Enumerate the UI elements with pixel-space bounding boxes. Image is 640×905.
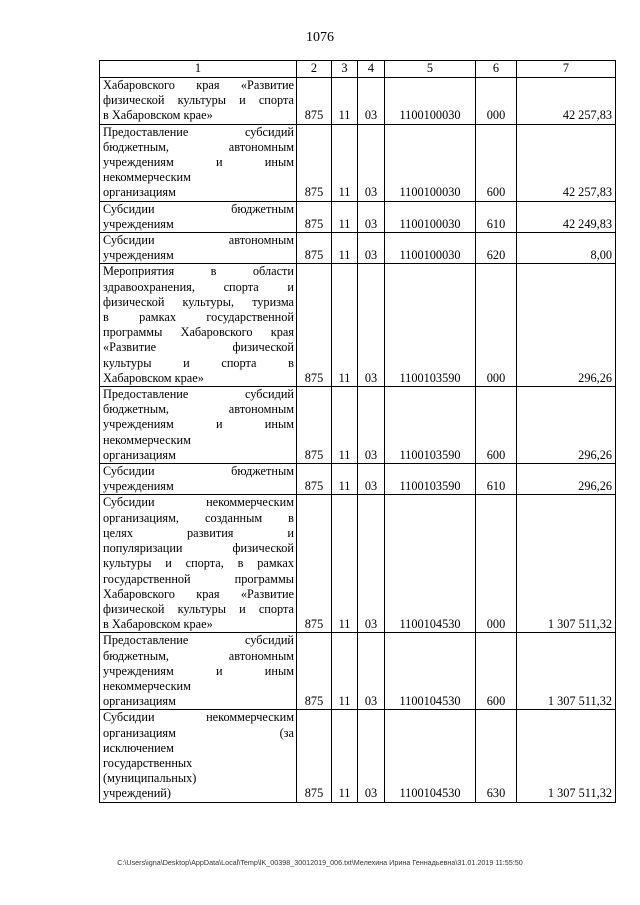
table-row (100, 201, 616, 232)
table-row (100, 495, 616, 633)
expense-type-cell: 610 (476, 464, 517, 495)
subsection-code-cell: 03 (358, 124, 385, 201)
expense-type-cell: 600 (476, 633, 517, 710)
target-article-cell: 1100100030 (385, 78, 476, 125)
row-name-line: учреждениям и иным (103, 155, 294, 170)
row-name-line: Хабаровского края «Развитие (103, 78, 294, 92)
header-col-1: 1 (100, 61, 297, 78)
expense-type-cell: 000 (476, 495, 517, 633)
row-name-line: здравоохранения, спорта и (103, 279, 294, 294)
amount-cell: 296,26 (517, 464, 616, 495)
row-name-line: некоммерческим (103, 170, 191, 185)
header-col-6: 6 (476, 61, 517, 78)
amount-cell: 296,26 (517, 387, 616, 464)
row-name-line: Хабаровского края «Развитие (103, 586, 294, 601)
row-name-line: физической культуры, туризма (103, 294, 294, 309)
amount-cell: 1 307 511,32 (517, 633, 616, 710)
expense-type-cell: 620 (476, 233, 517, 264)
row-name-line: учреждений) (103, 786, 171, 801)
subsection-code-cell: 03 (358, 495, 385, 633)
row-name-line: учреждениям (103, 248, 174, 263)
section-code-cell: 11 (332, 233, 358, 264)
ministry-code-cell: 875 (297, 633, 332, 710)
row-name-line: программы Хабаровского края (103, 325, 294, 340)
row-name-line: Субсидии бюджетным (103, 464, 294, 479)
target-article-cell: 1100104530 (385, 710, 476, 802)
section-code-cell: 11 (332, 710, 358, 802)
expense-type-cell: 000 (476, 78, 517, 125)
row-name-line: исключением (103, 740, 174, 755)
row-name-line: учреждениям (103, 479, 174, 494)
amount-cell: 42 249,83 (517, 201, 616, 232)
row-name-line: Субсидии некоммерческим (103, 495, 294, 510)
subsection-code-cell: 03 (358, 387, 385, 464)
row-name-cell (100, 633, 297, 710)
table-row (100, 264, 616, 387)
target-article-cell: 1100100030 (385, 201, 476, 232)
section-code-cell: 11 (332, 387, 358, 464)
table-row (100, 233, 616, 264)
row-name-line: «Развитие физической (103, 340, 294, 355)
row-name-line: бюджетным, автономным (103, 402, 294, 417)
row-name-line: в Хабаровском крае» (103, 617, 213, 632)
ministry-code-cell: 875 (297, 464, 332, 495)
section-code-cell: 11 (332, 264, 358, 387)
header-col-3: 3 (332, 61, 358, 78)
row-name-line: некоммерческим (103, 678, 191, 693)
subsection-code-cell: 03 (358, 233, 385, 264)
row-name-cell (100, 78, 297, 125)
target-article-cell: 1100104530 (385, 633, 476, 710)
table-row (100, 464, 616, 495)
subsection-code-cell: 03 (358, 201, 385, 232)
ministry-code-cell: 875 (297, 201, 332, 232)
row-name-line: бюджетным, автономным (103, 648, 294, 663)
row-name-line: организациям, созданным в (103, 510, 294, 525)
footer-file-path: C:\Users\igna\Desktop\AppData\Local\Temp\lK_00398_30012019_006.txt\Мелехина Ирина Геннадьевна\31.01.2019 11:55:50 (117, 858, 523, 867)
row-name-line: популяризации физической (103, 541, 294, 556)
row-name-line: целях развития и (103, 525, 294, 540)
row-name-cell (100, 495, 297, 633)
expense-type-cell: 610 (476, 201, 517, 232)
row-name-line: Хабаровском крае» (103, 370, 204, 385)
amount-cell: 42 257,83 (517, 124, 616, 201)
row-name-cell (100, 710, 297, 802)
target-article-cell: 1100104530 (385, 495, 476, 633)
row-name-line: культуры и спорта в (103, 355, 294, 370)
target-article-cell: 1100100030 (385, 233, 476, 264)
row-name-cell (100, 464, 297, 495)
header-col-7: 7 (517, 61, 616, 78)
row-name-line: культуры и спорта, в рамках (103, 556, 294, 571)
row-name-line: (муниципальных) (103, 771, 197, 786)
amount-cell: 42 257,83 (517, 78, 616, 125)
table-row (100, 710, 616, 802)
row-name-line: Субсидии бюджетным (103, 201, 294, 216)
section-code-cell: 11 (332, 633, 358, 710)
section-code-cell: 11 (332, 464, 358, 495)
header-col-2: 2 (297, 61, 332, 78)
row-name-cell (100, 233, 297, 264)
row-name-line: Субсидии некоммерческим (103, 710, 294, 725)
subsection-code-cell: 03 (358, 78, 385, 125)
header-col-4: 4 (358, 61, 385, 78)
amount-cell: 1 307 511,32 (517, 710, 616, 802)
row-name-line: организациям (103, 185, 176, 200)
amount-cell: 1 307 511,32 (517, 495, 616, 633)
row-name-line: государственной программы (103, 571, 294, 586)
header-col-5: 5 (385, 61, 476, 78)
section-code-cell: 11 (332, 495, 358, 633)
table-row (100, 387, 616, 464)
expense-type-cell: 630 (476, 710, 517, 802)
header-row (100, 61, 616, 78)
budget-table (99, 60, 616, 803)
table-row (100, 633, 616, 710)
amount-cell: 296,26 (517, 264, 616, 387)
ministry-code-cell: 875 (297, 233, 332, 264)
row-name-cell (100, 264, 297, 387)
page-number: 1076 (306, 30, 334, 45)
section-code-cell: 11 (332, 201, 358, 232)
amount-cell: 8,00 (517, 233, 616, 264)
row-name-cell (100, 201, 297, 232)
ministry-code-cell: 875 (297, 78, 332, 125)
row-name-line: организациям (за (103, 725, 294, 740)
ministry-code-cell: 875 (297, 495, 332, 633)
row-name-line: государственных (103, 755, 193, 770)
target-article-cell: 1100103590 (385, 464, 476, 495)
row-name-line: Предоставление субсидий (103, 387, 294, 402)
row-name-line: организациям (103, 694, 176, 709)
ministry-code-cell: 875 (297, 124, 332, 201)
row-name-line: в Хабаровском крае» (103, 108, 213, 123)
target-article-cell: 1100100030 (385, 124, 476, 201)
row-name-line: Мероприятия в области (103, 264, 294, 279)
row-name-line: учреждениям и иным (103, 417, 294, 432)
row-name-line: учреждениям (103, 216, 174, 231)
row-name-line: в рамках государственной (103, 310, 294, 325)
row-name-line: Предоставление субсидий (103, 633, 294, 648)
ministry-code-cell: 875 (297, 710, 332, 802)
table-row (100, 124, 616, 201)
row-name-line: некоммерческим (103, 432, 191, 447)
row-name-line: бюджетным, автономным (103, 139, 294, 154)
row-name-cell (100, 387, 297, 464)
row-name-line: физической культуры и спорта (103, 601, 294, 616)
ministry-code-cell: 875 (297, 264, 332, 387)
row-name-line: организациям (103, 447, 176, 462)
expense-type-cell: 600 (476, 387, 517, 464)
row-name-line: учреждениям и иным (103, 663, 294, 678)
row-name-cell (100, 124, 297, 201)
target-article-cell: 1100103590 (385, 387, 476, 464)
table-row (100, 78, 616, 125)
expense-type-cell: 600 (476, 124, 517, 201)
subsection-code-cell: 03 (358, 633, 385, 710)
subsection-code-cell: 03 (358, 264, 385, 387)
row-name-line: Предоставление субсидий (103, 124, 294, 139)
subsection-code-cell: 03 (358, 710, 385, 802)
section-code-cell: 11 (332, 78, 358, 125)
row-name-line: физической культуры и спорта (103, 93, 294, 108)
row-name-line: Субсидии автономным (103, 233, 294, 248)
subsection-code-cell: 03 (358, 464, 385, 495)
expense-type-cell: 000 (476, 264, 517, 387)
target-article-cell: 1100103590 (385, 264, 476, 387)
section-code-cell: 11 (332, 124, 358, 201)
ministry-code-cell: 875 (297, 387, 332, 464)
